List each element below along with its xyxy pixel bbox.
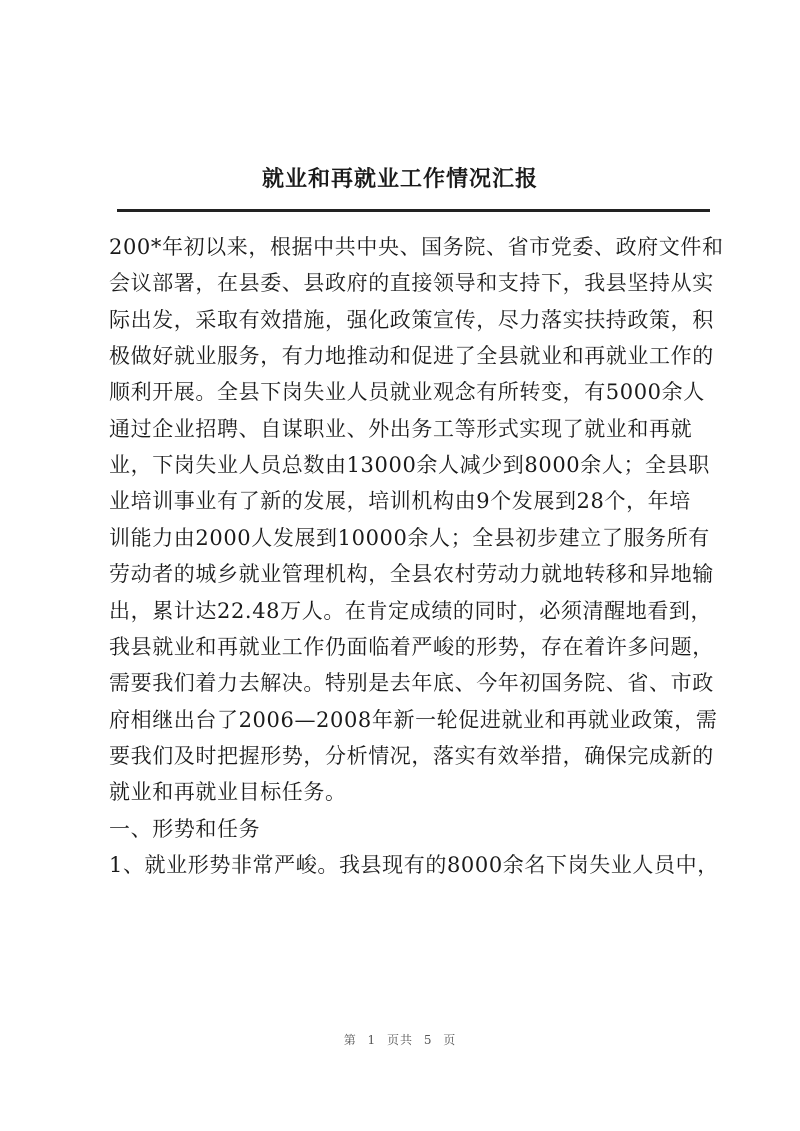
body-line: 顺利开展。全县下岗失业人员就业观念有所转变，有5000余人 <box>109 380 705 404</box>
body-line: 1、就业形势非常严峻。我县现有的8000余名下岗失业人员中， <box>109 853 719 877</box>
body-line: 要我们及时把握形势，分析情况，落实有效举措，确保完成新的 <box>109 744 714 768</box>
body-line: 出，累计达22.48万人。在肯定成绩的同时，必须清醒地看到， <box>109 599 713 623</box>
title-underline <box>117 209 710 212</box>
body-line: 训能力由2000人发展到10000余人；全县初步建立了服务所有 <box>109 526 710 550</box>
body-line: 200*年初以来，根据中共中央、国务院、省市党委、政府文件和 <box>109 235 724 259</box>
body-line: 劳动者的城乡就业管理机构，全县农村劳动力就地转移和异地输 <box>109 562 714 586</box>
body-line: 业，下岗失业人员总数由13000余人减少到8000余人；全县职 <box>109 453 710 477</box>
page-number-footer: 第 1 页共 5 页 <box>343 1033 457 1047</box>
body-line: 府相继出台了2006—2008年新一轮促进就业和再就业政策，需 <box>109 708 718 732</box>
section-heading: 一、形势和任务 <box>109 817 261 841</box>
body-line: 际出发，采取有效措施，强化政策宣传，尽力落实扶持政策，积 <box>109 308 714 332</box>
body-line: 需要我们着力去解决。特别是去年底、今年初国务院、省、市政 <box>109 671 714 695</box>
body-line: 通过企业招聘、自谋职业、外出务工等形式实现了就业和再就 <box>109 417 693 441</box>
body-line: 极做好就业服务，有力地推动和促进了全县就业和再就业工作的 <box>109 344 714 368</box>
body-line: 我县就业和再就业工作仍面临着严峻的形势，存在着许多问题， <box>109 635 714 659</box>
body-line: 会议部署，在县委、县政府的直接领导和支持下，我县坚持从实 <box>109 271 714 295</box>
body-line: 就业和再就业目标任务。 <box>109 780 347 804</box>
document-title: 就业和再就业工作情况汇报 <box>261 166 538 192</box>
body-line: 业培训事业有了新的发展，培训机构由9个发展到28个，年培 <box>109 489 691 513</box>
